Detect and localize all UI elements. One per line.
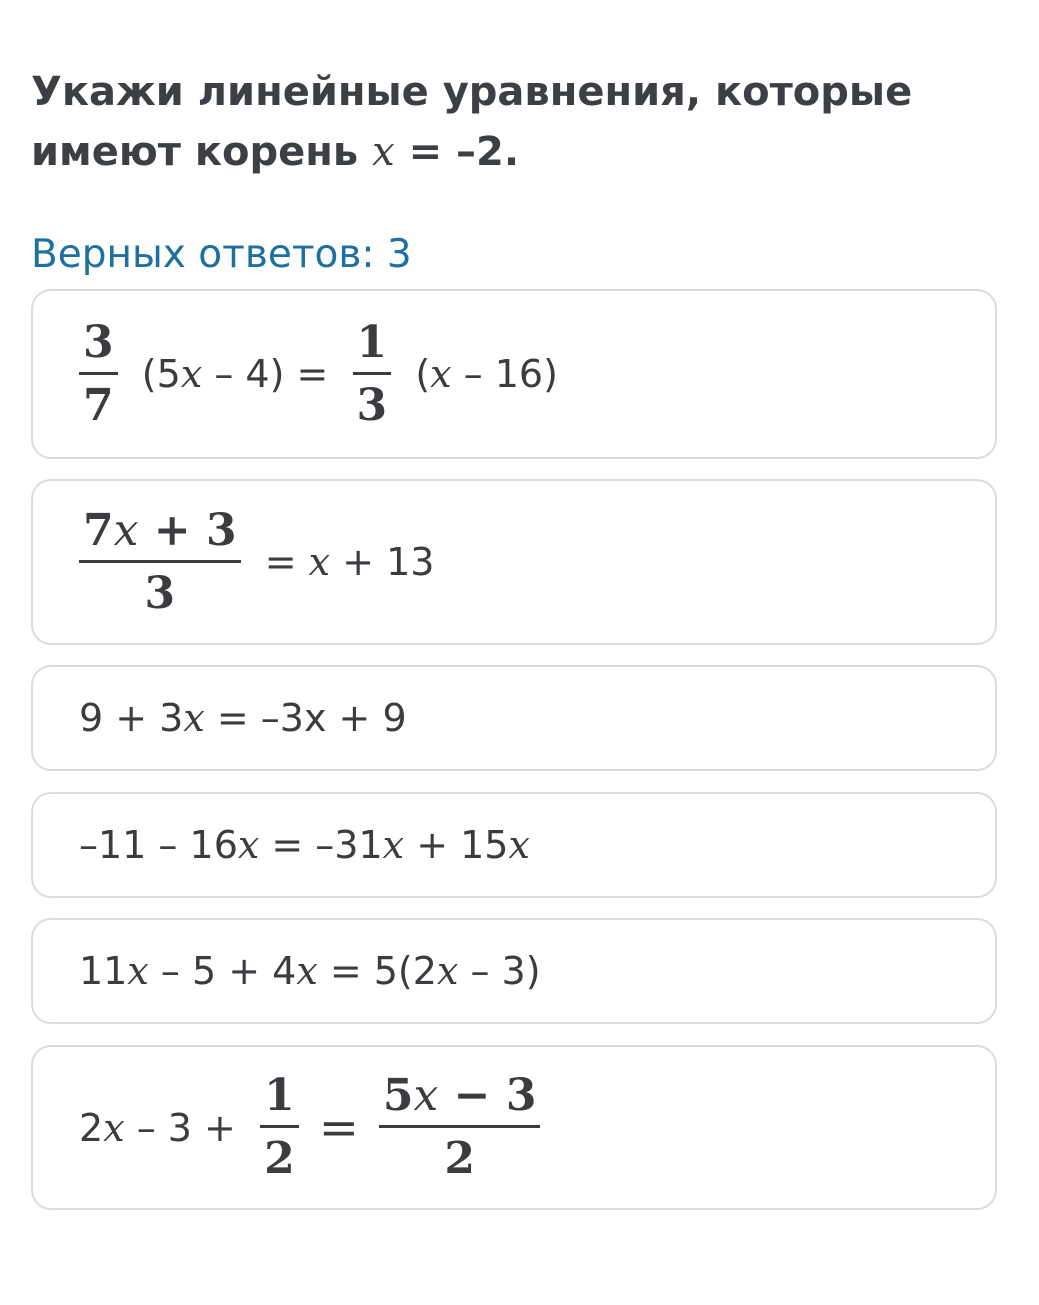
question-title: Укажи линейные уравнения, которые имеют корень x = –2. (31, 69, 913, 175)
answer-option-5[interactable]: 11x – 5 + 4x = 5(2x – 3) (31, 918, 997, 1024)
equals-sign: = (318, 1099, 359, 1156)
answer-option-6[interactable]: 2x – 3 + $\frac{1}{2}$ = $\frac{5x - 3}{2}$ (31, 1045, 997, 1210)
answer-option-1[interactable]: $\frac{3}{7}$ (5x – 4) = $\frac{1}{3}$ (x – 16) (31, 289, 997, 459)
answer-option-3[interactable]: 9 + 3x = –3x + 9 (31, 665, 997, 771)
fraction-3-7: $\frac{3}{7}$ (79, 318, 118, 431)
fraction-5x-minus-3-over-2: $\frac{5x - 3}{2}$ (379, 1071, 541, 1184)
fraction-7x-plus-3-over-3: $\frac{7x + 3}{3}$ (79, 506, 241, 619)
answer-option-2[interactable]: $\frac{7x + 3}{3}$ = x + 13 (31, 479, 997, 645)
question-variable: x (372, 129, 395, 175)
answer-option-4[interactable]: –11 – 16x = –31x + 15x (31, 792, 997, 898)
correct-answers-count: Верных ответов: 3 (31, 232, 412, 277)
fraction-1-2: $\frac{1}{2}$ (260, 1071, 299, 1184)
fraction-1-3: $\frac{1}{3}$ (353, 318, 392, 431)
